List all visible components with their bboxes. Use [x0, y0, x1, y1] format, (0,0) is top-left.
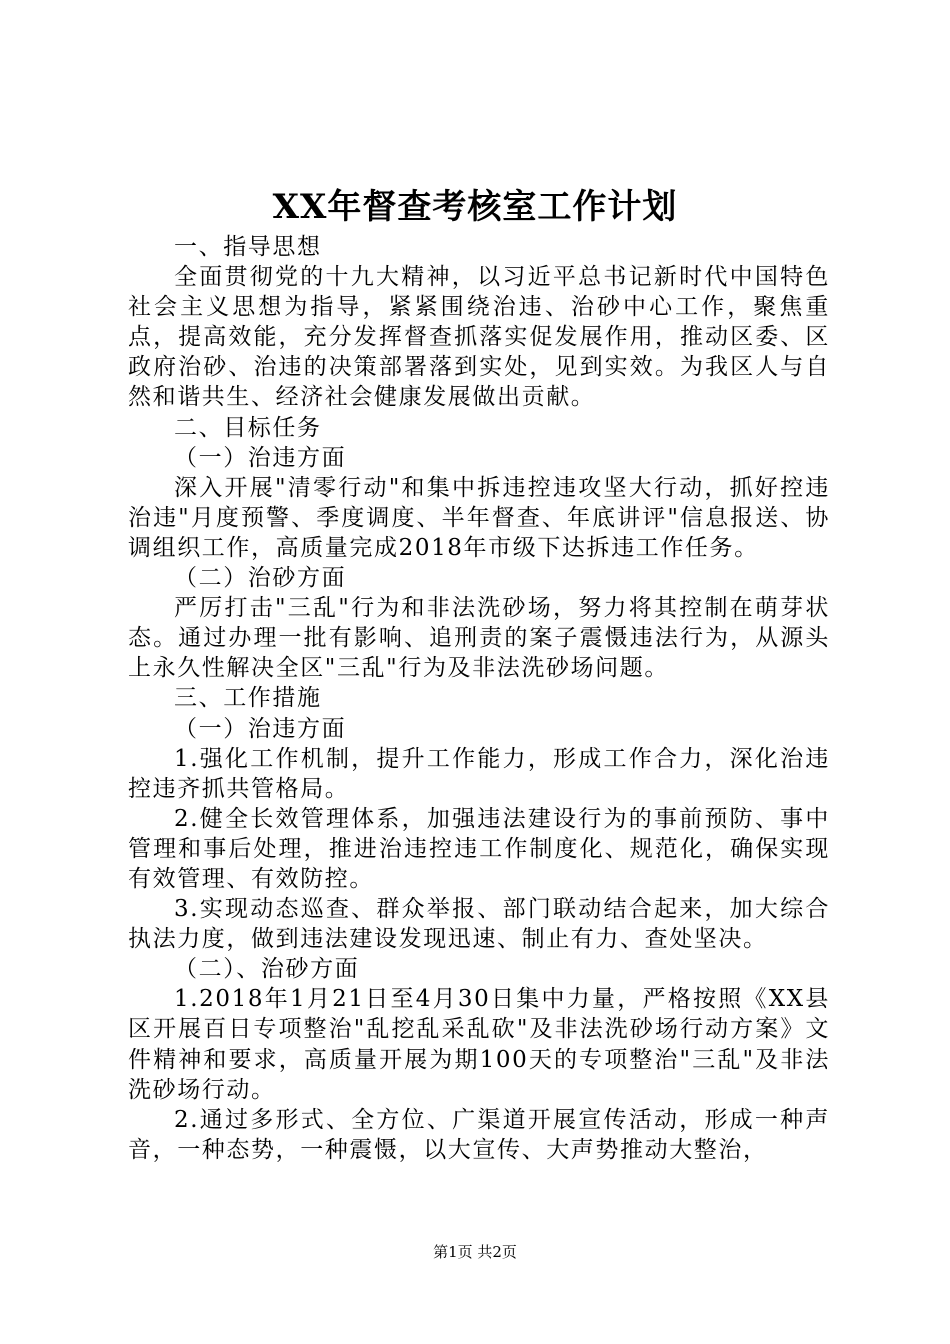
paragraph-violations-objective: 深入开展"清零行动"和集中拆违控违攻坚大行动，抓好控违治违"月度预警、季度调度、半年督查、年底讲评"信息报送、协调组织工作，高质量完成2018年市级下达拆违工作任务。 [128, 474, 830, 561]
document-title: XX年督查考核室工作计划 [272, 187, 678, 227]
heading-measures: 三、工作措施 [174, 685, 322, 712]
subheading-sand-measures: （二）、治砂方面 [174, 956, 360, 983]
paragraph-sand-objective: 严厉打击"三乱"行为和非法洗砂场，努力将其控制在萌芽状态。通过办理一批有影响、追刑责的案子震慑违法行为，从源头上永久性解决全区"三乱"行为及非法洗砂场问题。 [128, 595, 830, 682]
paragraph-guiding-ideology: 全面贯彻党的十九大精神，以习近平总书记新时代中国特色社会主义思想为指导，紧紧围绕治违、治砂中心工作，聚焦重点，提高效能，充分发挥督查抓落实促发展作用，推动区委、区政府治砂、治违的决策部署落到实处，见到实效。为我区人与自然和谐共生、经济社会健康发展做出贡献。 [128, 264, 830, 411]
heading-guiding-ideology: 一、指导思想 [174, 234, 322, 260]
subheading-violations: （一）治违方面 [174, 444, 347, 471]
sand-measure-item-2: 2.通过多形式、全方位、广渠道开展宣传活动，形成一种声音，一种态势，一种震慑，以大宣传、大声势推动大整治， [128, 1106, 830, 1163]
heading-objectives: 二、目标任务 [174, 414, 322, 441]
sand-measure-item-1: 1.2018年1月21日至4月30日集中力量，严格按照《XX县区开展百日专项整治"乱挖乱采乱砍"及非法洗砂场行动方案》文件精神和要求，高质量开展为期100天的专项整治"三乱"及非法洗砂场行动。 [128, 986, 830, 1103]
page-number: 第1页 共2页 [433, 1243, 517, 1261]
subheading-sand: （二）治砂方面 [174, 565, 347, 592]
measure-item-1: 1.强化工作机制，提升工作能力，形成工作合力，深化治违控违齐抓共管格局。 [128, 745, 830, 802]
document-body [128, 232, 830, 1165]
measure-item-3: 3.实现动态巡查、群众举报、部门联动结合起来，加大综合执法力度，做到违法建设发现迅速、制止有力、查处坚决。 [128, 896, 830, 953]
subheading-violations-measures: （一）治违方面 [174, 715, 347, 742]
measure-item-2: 2.健全长效管理体系，加强违法建设行为的事前预防、事中管理和事后处理，推进治违控违工作制度化、规范化，确保实现有效管理、有效防控。 [128, 805, 830, 892]
